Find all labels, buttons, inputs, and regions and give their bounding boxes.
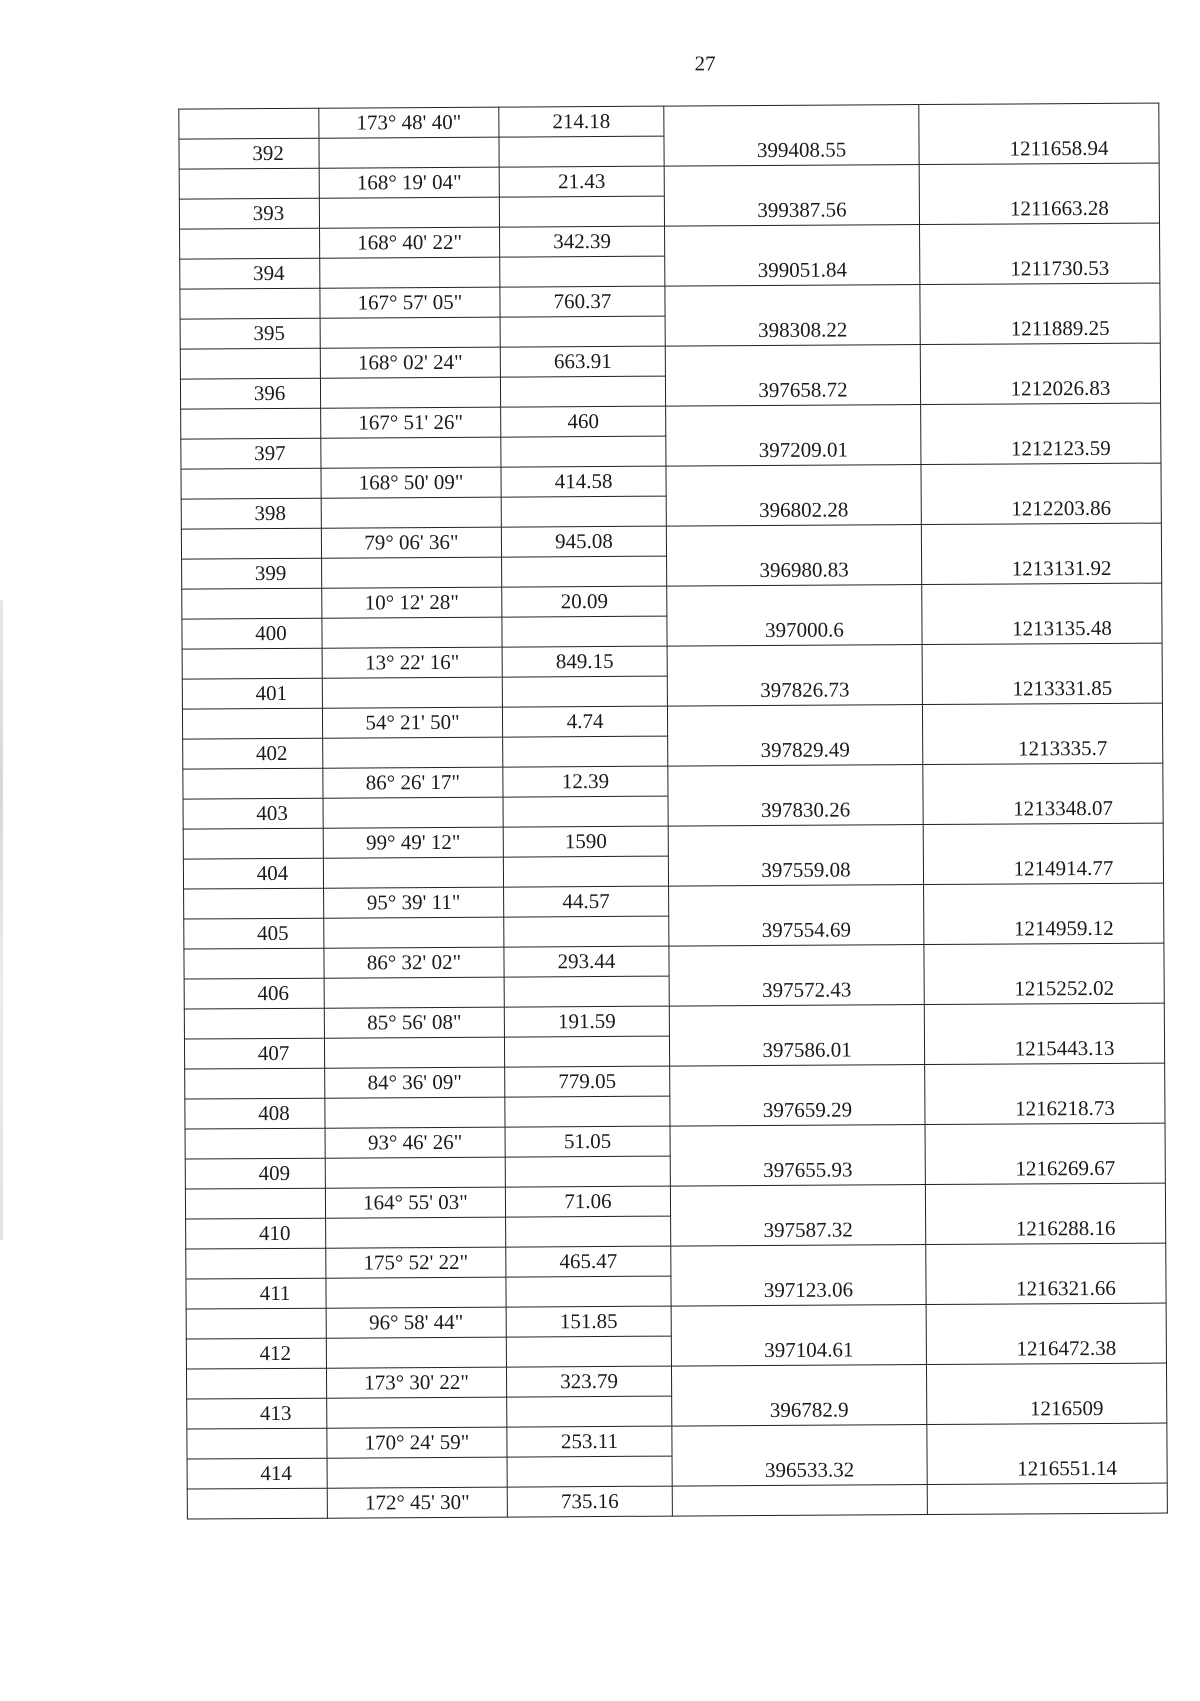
leg-row bbox=[179, 103, 1159, 139]
leg-row bbox=[186, 1243, 1166, 1279]
bearing-cell-empty bbox=[319, 137, 499, 168]
bearing-cell: 84° 36' 09" bbox=[325, 1067, 505, 1098]
bearing-cell: 86° 32' 02" bbox=[324, 947, 504, 978]
northing-cell: 1212203.86 bbox=[921, 463, 1161, 524]
easting-cell: 396802.28 bbox=[666, 465, 921, 527]
leg-row bbox=[183, 763, 1163, 799]
distance-cell-empty bbox=[504, 976, 669, 1007]
distance-cell-empty bbox=[506, 1276, 671, 1307]
bearing-cell-empty bbox=[323, 737, 503, 768]
easting-cell: 397659.29 bbox=[670, 1065, 925, 1127]
easting-cell: 396980.83 bbox=[666, 525, 921, 587]
northing-cell: 1216509 bbox=[926, 1363, 1166, 1424]
distance-cell: 293.44 bbox=[504, 946, 669, 977]
bearing-cell: 167° 51' 26" bbox=[321, 407, 501, 438]
distance-cell: 21.43 bbox=[499, 166, 664, 197]
bearing-cell-empty bbox=[320, 257, 500, 288]
leg-row bbox=[182, 583, 1162, 619]
distance-cell: 12.39 bbox=[503, 766, 668, 797]
distance-cell: 4.74 bbox=[502, 706, 667, 737]
distance-cell: 779.05 bbox=[505, 1066, 670, 1097]
northing-cell-empty bbox=[927, 1483, 1167, 1514]
station-cell-empty bbox=[185, 1128, 325, 1159]
leg-row bbox=[185, 1183, 1165, 1219]
bearing-cell-empty bbox=[326, 1217, 506, 1248]
bearing-cell: 86° 26' 17" bbox=[323, 767, 503, 798]
station-cell-empty bbox=[181, 468, 321, 499]
station-number-cell: 392 bbox=[179, 138, 319, 169]
northing-cell: 1215443.13 bbox=[924, 1003, 1164, 1064]
leg-row bbox=[182, 643, 1162, 679]
bearing-cell-empty bbox=[327, 1457, 507, 1488]
distance-cell: 20.09 bbox=[502, 586, 667, 617]
bearing-cell: 13° 22' 16" bbox=[322, 647, 502, 678]
northing-cell: 1216551.14 bbox=[927, 1423, 1167, 1484]
station-number-cell: 412 bbox=[186, 1338, 326, 1369]
leg-row bbox=[184, 943, 1164, 979]
northing-cell: 1213135.48 bbox=[922, 583, 1162, 644]
distance-cell-empty bbox=[503, 856, 668, 887]
easting-cell: 399387.56 bbox=[664, 165, 919, 227]
easting-cell-empty bbox=[672, 1485, 927, 1517]
bearing-cell: 99° 49' 12" bbox=[323, 827, 503, 858]
station-number-cell: 414 bbox=[187, 1458, 327, 1489]
station-cell-empty bbox=[186, 1368, 326, 1399]
easting-cell: 397829.49 bbox=[667, 705, 922, 767]
bearing-cell-empty bbox=[327, 1397, 507, 1428]
bearing-cell-empty bbox=[320, 377, 500, 408]
northing-cell: 1214914.77 bbox=[923, 823, 1163, 884]
station-cell-empty bbox=[181, 408, 321, 439]
station-number-cell: 411 bbox=[186, 1278, 326, 1309]
station-number-cell: 407 bbox=[184, 1038, 324, 1069]
station-number-cell: 404 bbox=[183, 858, 323, 889]
station-number-cell: 399 bbox=[182, 558, 322, 589]
northing-cell: 1216288.16 bbox=[925, 1183, 1165, 1244]
station-cell-empty bbox=[179, 108, 319, 139]
distance-cell-empty bbox=[502, 676, 667, 707]
easting-cell: 397572.43 bbox=[669, 945, 924, 1007]
distance-cell: 214.18 bbox=[499, 106, 664, 137]
distance-cell: 44.57 bbox=[504, 886, 669, 917]
bearing-cell-empty bbox=[326, 1337, 506, 1368]
bearing-cell: 170° 24' 59" bbox=[327, 1427, 507, 1458]
station-number-cell: 408 bbox=[185, 1098, 325, 1129]
leg-row bbox=[187, 1423, 1167, 1459]
bearing-cell-empty bbox=[326, 1277, 506, 1308]
bearing-cell: 93° 46' 26" bbox=[325, 1127, 505, 1158]
distance-cell: 323.79 bbox=[506, 1366, 671, 1397]
station-number-cell: 394 bbox=[180, 258, 320, 289]
distance-cell: 414.58 bbox=[501, 466, 666, 497]
bearing-cell: 168° 50' 09" bbox=[321, 467, 501, 498]
station-cell-empty bbox=[186, 1308, 326, 1339]
distance-cell-empty bbox=[506, 1336, 671, 1367]
leg-row bbox=[184, 1003, 1164, 1039]
bearing-cell-empty bbox=[322, 617, 502, 648]
bearing-cell: 85° 56' 08" bbox=[324, 1007, 504, 1038]
leg-row bbox=[180, 343, 1160, 379]
station-cell-empty bbox=[180, 228, 320, 259]
distance-cell: 460 bbox=[501, 406, 666, 437]
distance-cell-empty bbox=[504, 916, 669, 947]
bearing-cell-empty bbox=[319, 197, 499, 228]
station-cell-empty bbox=[181, 528, 321, 559]
northing-cell: 1211730.53 bbox=[920, 223, 1160, 284]
station-cell-empty bbox=[180, 288, 320, 319]
station-cell-empty bbox=[182, 588, 322, 619]
leg-row bbox=[181, 463, 1161, 499]
bearing-cell-empty bbox=[325, 1157, 505, 1188]
easting-cell: 399051.84 bbox=[665, 225, 920, 287]
northing-cell: 1211663.28 bbox=[919, 163, 1159, 224]
easting-cell: 397559.08 bbox=[668, 825, 923, 887]
leg-row bbox=[180, 283, 1160, 319]
easting-cell: 397586.01 bbox=[669, 1005, 924, 1067]
easting-cell: 399408.55 bbox=[664, 105, 919, 167]
scan-edge-shadow bbox=[0, 600, 3, 1240]
leg-row bbox=[186, 1303, 1166, 1339]
station-number-cell: 393 bbox=[179, 198, 319, 229]
easting-cell: 397830.26 bbox=[668, 765, 923, 827]
bearing-cell-empty bbox=[324, 977, 504, 1008]
station-number-cell: 403 bbox=[183, 798, 323, 829]
distance-cell-empty bbox=[503, 736, 668, 767]
easting-cell: 397209.01 bbox=[666, 405, 921, 467]
station-cell-empty bbox=[183, 768, 323, 799]
station-cell-empty bbox=[187, 1428, 327, 1459]
leg-row bbox=[180, 223, 1160, 259]
leg-row bbox=[182, 703, 1162, 739]
leg-row bbox=[184, 883, 1164, 919]
distance-cell-empty bbox=[500, 316, 665, 347]
distance-cell-empty bbox=[507, 1456, 672, 1487]
bearing-cell: 175° 52' 22" bbox=[326, 1247, 506, 1278]
bearing-cell-empty bbox=[320, 317, 500, 348]
station-number-cell: 395 bbox=[180, 318, 320, 349]
bearing-cell-empty bbox=[322, 677, 502, 708]
bearing-cell: 164° 55' 03" bbox=[325, 1187, 505, 1218]
station-number-cell: 398 bbox=[181, 498, 321, 529]
station-cell-empty bbox=[184, 948, 324, 979]
bearing-cell: 168° 40' 22" bbox=[320, 227, 500, 258]
leg-row bbox=[187, 1483, 1167, 1519]
distance-cell: 1590 bbox=[503, 826, 668, 857]
station-number-cell: 413 bbox=[187, 1398, 327, 1429]
easting-cell: 397655.93 bbox=[670, 1125, 925, 1187]
bearing-cell: 54° 21' 50" bbox=[322, 707, 502, 738]
bearing-cell-empty bbox=[323, 797, 503, 828]
bearing-cell: 173° 30' 22" bbox=[326, 1367, 506, 1398]
distance-cell: 342.39 bbox=[500, 226, 665, 257]
station-number-cell: 402 bbox=[183, 738, 323, 769]
leg-row bbox=[185, 1063, 1165, 1099]
survey-coordinate-table bbox=[178, 103, 1168, 1520]
survey-table-body bbox=[179, 103, 1168, 1519]
station-cell-empty bbox=[185, 1188, 325, 1219]
easting-cell: 397123.06 bbox=[671, 1245, 926, 1307]
distance-cell-empty bbox=[499, 136, 664, 167]
easting-cell: 398308.22 bbox=[665, 285, 920, 347]
bearing-cell-empty bbox=[321, 497, 501, 528]
easting-cell: 397000.6 bbox=[667, 585, 922, 647]
page-number: 27 bbox=[694, 51, 716, 76]
distance-cell-empty bbox=[502, 616, 667, 647]
station-number-cell: 410 bbox=[186, 1218, 326, 1249]
easting-cell: 397658.72 bbox=[665, 345, 920, 407]
northing-cell: 1216269.67 bbox=[925, 1123, 1165, 1184]
easting-cell: 397826.73 bbox=[667, 645, 922, 707]
station-cell-empty bbox=[182, 708, 322, 739]
northing-cell: 1211889.25 bbox=[920, 283, 1160, 344]
bearing-cell-empty bbox=[322, 557, 502, 588]
station-cell-empty bbox=[187, 1488, 327, 1519]
distance-cell-empty bbox=[504, 1036, 669, 1067]
distance-cell: 71.06 bbox=[505, 1186, 670, 1217]
northing-cell: 1216321.66 bbox=[926, 1243, 1166, 1304]
station-number-cell: 406 bbox=[184, 978, 324, 1009]
northing-cell: 1216218.73 bbox=[925, 1063, 1165, 1124]
distance-cell: 253.11 bbox=[507, 1426, 672, 1457]
bearing-cell: 10° 12' 28" bbox=[322, 587, 502, 618]
bearing-cell: 79° 06' 36" bbox=[321, 527, 501, 558]
northing-cell: 1214959.12 bbox=[924, 883, 1164, 944]
distance-cell: 849.15 bbox=[502, 646, 667, 677]
distance-cell: 191.59 bbox=[504, 1006, 669, 1037]
leg-row bbox=[181, 403, 1161, 439]
distance-cell-empty bbox=[505, 1156, 670, 1187]
leg-row bbox=[181, 523, 1161, 559]
northing-cell: 1213335.7 bbox=[922, 703, 1162, 764]
northing-cell: 1215252.02 bbox=[924, 943, 1164, 1004]
easting-cell: 397587.32 bbox=[670, 1185, 925, 1247]
distance-cell-empty bbox=[500, 256, 665, 287]
northing-cell: 1216472.38 bbox=[926, 1303, 1166, 1364]
distance-cell: 945.08 bbox=[501, 526, 666, 557]
station-cell-empty bbox=[185, 1068, 325, 1099]
distance-cell-empty bbox=[503, 796, 668, 827]
bearing-cell: 172° 45' 30" bbox=[327, 1487, 507, 1518]
distance-cell-empty bbox=[507, 1396, 672, 1427]
distance-cell-empty bbox=[505, 1096, 670, 1127]
station-cell-empty bbox=[182, 648, 322, 679]
station-number-cell: 405 bbox=[184, 918, 324, 949]
station-number-cell: 397 bbox=[181, 438, 321, 469]
leg-row bbox=[186, 1363, 1166, 1399]
leg-row bbox=[179, 163, 1159, 199]
bearing-cell: 167° 57' 05" bbox=[320, 287, 500, 318]
station-number-cell: 409 bbox=[185, 1158, 325, 1189]
station-cell-empty bbox=[183, 828, 323, 859]
distance-cell-empty bbox=[499, 196, 664, 227]
distance-cell: 760.37 bbox=[500, 286, 665, 317]
station-cell-empty bbox=[186, 1248, 326, 1279]
northing-cell: 1213331.85 bbox=[922, 643, 1162, 704]
easting-cell: 396533.32 bbox=[672, 1425, 927, 1487]
northing-cell: 1212123.59 bbox=[921, 403, 1161, 464]
bearing-cell-empty bbox=[323, 857, 503, 888]
bearing-cell-empty bbox=[321, 437, 501, 468]
northing-cell: 1213131.92 bbox=[921, 523, 1161, 584]
distance-cell: 663.91 bbox=[500, 346, 665, 377]
bearing-cell: 173° 48' 40" bbox=[319, 107, 499, 138]
bearing-cell: 168° 19' 04" bbox=[319, 167, 499, 198]
leg-row bbox=[185, 1123, 1165, 1159]
bearing-cell: 95° 39' 11" bbox=[324, 887, 504, 918]
northing-cell: 1212026.83 bbox=[920, 343, 1160, 404]
distance-cell-empty bbox=[500, 376, 665, 407]
easting-cell: 397554.69 bbox=[669, 885, 924, 947]
easting-cell: 396782.9 bbox=[671, 1365, 926, 1427]
distance-cell: 465.47 bbox=[506, 1246, 671, 1277]
station-cell-empty bbox=[184, 1008, 324, 1039]
leg-row bbox=[183, 823, 1163, 859]
bearing-cell-empty bbox=[324, 1037, 504, 1068]
station-cell-empty bbox=[180, 348, 320, 379]
station-cell-empty bbox=[184, 888, 324, 919]
distance-cell-empty bbox=[501, 496, 666, 527]
bearing-cell: 96° 58' 44" bbox=[326, 1307, 506, 1338]
bearing-cell-empty bbox=[324, 917, 504, 948]
northing-cell: 1211658.94 bbox=[919, 103, 1159, 164]
distance-cell-empty bbox=[501, 436, 666, 467]
station-number-cell: 401 bbox=[182, 678, 322, 709]
station-cell-empty bbox=[179, 168, 319, 199]
station-number-cell: 400 bbox=[182, 618, 322, 649]
distance-cell: 51.05 bbox=[505, 1126, 670, 1157]
northing-cell: 1213348.07 bbox=[923, 763, 1163, 824]
distance-cell: 735.16 bbox=[507, 1486, 672, 1517]
distance-cell-empty bbox=[502, 556, 667, 587]
easting-cell: 397104.61 bbox=[671, 1305, 926, 1367]
bearing-cell-empty bbox=[325, 1097, 505, 1128]
station-number-cell: 396 bbox=[180, 378, 320, 409]
distance-cell-empty bbox=[506, 1216, 671, 1247]
distance-cell: 151.85 bbox=[506, 1306, 671, 1337]
bearing-cell: 168° 02' 24" bbox=[320, 347, 500, 378]
